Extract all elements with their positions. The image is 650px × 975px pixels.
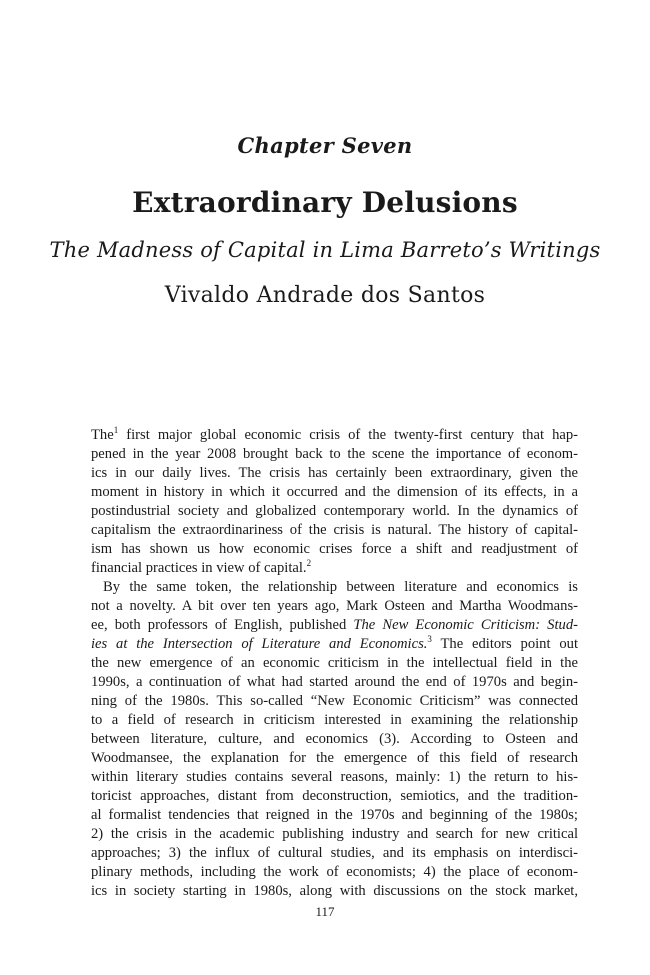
text-line: capitalism the extraordinariness of the crisis is natural. The history of capital- — [91, 522, 578, 538]
chapter-title: Extraordinary Delusions — [132, 186, 518, 219]
text-line — [91, 559, 578, 578]
text-run: ee, both professors of English, published — [91, 617, 354, 633]
footnote-marker[interactable]: 1 — [113, 425, 119, 435]
footnote-marker[interactable]: 2 — [306, 558, 312, 568]
text-line: approaches; 3) the influx of cultural studies, and its emphasis on interdisci- — [91, 845, 578, 861]
text-line: By the same token, the relationship between literature and economics is — [103, 579, 578, 595]
text-line: postindustrial society and globalized contemporary world. In the dynamics of — [91, 503, 578, 519]
text-line — [91, 635, 578, 654]
text-run: The editors point out — [431, 636, 578, 652]
text-run: financial practices in view of capital. — [91, 560, 307, 576]
text-line: Woodmansee, the explanation for the emergence of this field of research — [91, 750, 578, 766]
text-line: 2) the crisis in the academic publishing industry and search for new critical — [91, 826, 578, 842]
text-line: to a field of research in criticism interested in examining the relationship — [91, 712, 578, 728]
book-title-italic: ies at the Intersection of Literature and Economics. — [91, 636, 428, 652]
text-line: ism has shown us how economic crises force a shift and readjustment of — [91, 541, 578, 557]
footnote-marker[interactable]: 3 — [427, 634, 432, 644]
text-line: between literature, culture, and economics (3). According to Osteen and — [91, 731, 578, 747]
text-line: plinary methods, including the work of economists; 4) the place of econom- — [91, 864, 578, 880]
text-line — [91, 616, 578, 635]
paragraph-1 — [91, 426, 578, 578]
text-line: moment in history in which it occurred and the dimension of its effects, in a — [91, 484, 578, 500]
chapter-author: Vivaldo Andrade dos Santos — [164, 283, 486, 308]
text-line: 1990s, a continuation of what had started around the end of 1970s and begin- — [91, 674, 578, 690]
text-line: ics in society starting in 1980s, along with discussions on the stock market, — [91, 883, 578, 899]
book-title-italic: The New Economic Criticism: Stud- — [353, 617, 578, 633]
chapter-label: Chapter Seven — [237, 133, 413, 158]
text-run: The — [91, 427, 114, 443]
text-line: ning of the 1980s. This so-called “New Economic Criticism” was connected — [91, 693, 578, 709]
text-line: al formalist tendencies that reigned in the 1970s and beginning of the 1980s; — [91, 807, 578, 823]
text-line: the new emergence of an economic criticism in the intellectual field in the — [91, 655, 578, 671]
text-run: first major global economic crisis of the twenty-first century that hap- — [118, 427, 578, 443]
page-number: 117 — [315, 904, 335, 919]
chapter-subtitle: The Madness of Capital in Lima Barreto’s Writings — [49, 238, 601, 262]
paragraph-2 — [91, 578, 578, 901]
body-text — [91, 426, 578, 901]
text-line: not a novelty. A bit over ten years ago, Mark Osteen and Martha Woodmans- — [91, 598, 578, 614]
text-line: ics in our daily lives. The crisis has certainly been extraordinary, given the — [91, 465, 578, 481]
text-line — [91, 426, 578, 445]
text-line: within literary studies contains several reasons, mainly: 1) the return to his- — [91, 769, 578, 785]
text-line: toricist approaches, distant from deconstruction, semiotics, and the tradition- — [91, 788, 578, 804]
text-line: pened in the year 2008 brought back to the scene the importance of econom- — [91, 446, 578, 462]
